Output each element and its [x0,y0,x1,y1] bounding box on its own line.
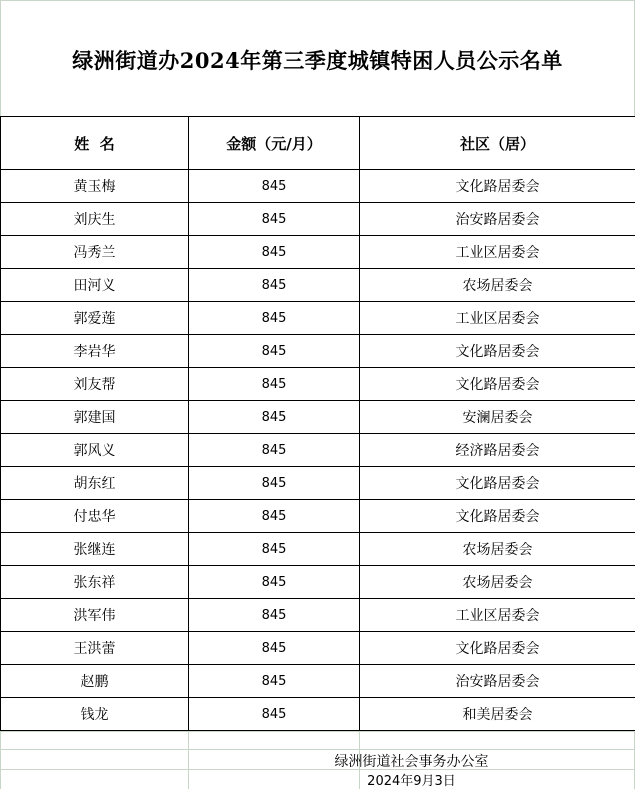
cell-community: 治安路居委会 [360,665,635,698]
cell-amount: 845 [189,203,360,236]
table-row [1,368,635,401]
table-row [1,665,635,698]
issue-date: 2024年9月3日 [367,774,456,789]
cell-name: 赵鹏 [1,665,189,698]
table-row [1,401,635,434]
cell-amount: 845 [189,434,360,467]
cell-amount: 845 [189,302,360,335]
cell-amount: 845 [189,236,360,269]
cell-name: 张东祥 [1,566,189,599]
cell-amount: 845 [189,500,360,533]
cell-amount: 845 [189,335,360,368]
gridline [0,731,635,732]
cell-name: 刘友帮 [1,368,189,401]
cell-community: 经济路居委会 [360,434,635,467]
cell-name: 郭爱莲 [1,302,189,335]
cell-amount: 845 [189,467,360,500]
cell-community: 和美居委会 [360,698,635,731]
cell-name: 郭风义 [1,434,189,467]
table-row [1,632,635,665]
table-row [1,533,635,566]
cell-name: 郭建国 [1,401,189,434]
table-row [1,335,635,368]
issuing-office: 绿洲街道社会事务办公室 [334,754,489,770]
cell-community: 工业区居委会 [360,302,635,335]
gridline [0,749,635,750]
cell-name: 黄玉梅 [1,170,189,203]
footer-area [0,731,635,789]
cell-amount: 845 [189,599,360,632]
cell-amount: 845 [189,698,360,731]
cell-community: 农场居委会 [360,566,635,599]
table-row [1,434,635,467]
table-row [1,170,635,203]
roster-table [0,116,635,731]
cell-community: 工业区居委会 [360,236,635,269]
cell-community: 文化路居委会 [360,500,635,533]
cell-name: 王洪蕾 [1,632,189,665]
cell-name: 张继连 [1,533,189,566]
cell-amount: 845 [189,665,360,698]
cell-community: 安澜居委会 [360,401,635,434]
table-row [1,269,635,302]
cell-community: 文化路居委会 [360,368,635,401]
column-header-community: 社区（居） [360,117,635,170]
table-row [1,500,635,533]
table-row [1,203,635,236]
cell-community: 农场居委会 [360,533,635,566]
table-header-row [1,117,635,170]
cell-name: 付忠华 [1,500,189,533]
cell-name: 冯秀兰 [1,236,189,269]
cell-amount: 845 [189,368,360,401]
table-row [1,236,635,269]
cell-community: 文化路居委会 [360,170,635,203]
cell-name: 洪军伟 [1,599,189,632]
cell-amount: 845 [189,566,360,599]
cell-name: 李岩华 [1,335,189,368]
cell-name: 田河义 [1,269,189,302]
cell-community: 工业区居委会 [360,599,635,632]
cell-name: 胡东红 [1,467,189,500]
cell-community: 农场居委会 [360,269,635,302]
gridline [0,731,1,789]
cell-amount: 845 [189,170,360,203]
cell-name: 钱龙 [1,698,189,731]
cell-amount: 845 [189,632,360,665]
column-header-amount: 金额（元/月） [189,117,360,170]
gridline [0,0,635,1]
cell-amount: 845 [189,533,360,566]
table-row [1,566,635,599]
table-row [1,467,635,500]
cell-community: 治安路居委会 [360,203,635,236]
cell-amount: 845 [189,269,360,302]
cell-community: 文化路居委会 [360,335,635,368]
cell-name: 刘庆生 [1,203,189,236]
cell-community: 文化路居委会 [360,467,635,500]
table-row [1,302,635,335]
cell-amount: 845 [189,401,360,434]
table-row [1,599,635,632]
column-header-name: 姓 名 [1,117,189,170]
cell-community: 文化路居委会 [360,632,635,665]
table-row [1,698,635,731]
page-title: 绿洲街道办2024年第三季度城镇特困人员公示名单 [72,48,563,73]
